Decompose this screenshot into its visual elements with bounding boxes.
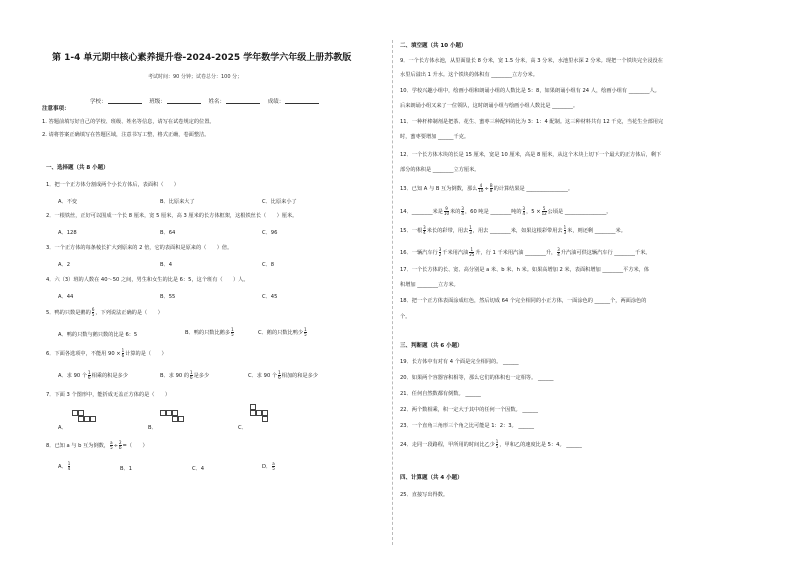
j21: 21．任何自然数都有倒数。 ______ [400, 391, 481, 397]
q5-text-a: 5．鸭的只数是鹅的 [46, 310, 91, 316]
cube-net-b-icon [160, 410, 190, 430]
q3-option-c[interactable]: C．8 [262, 262, 275, 268]
column-divider [392, 40, 393, 545]
j20: 20．如果两个容器容积相等，那么它们的体积也一定相等。 ______ [400, 375, 554, 381]
score-label: 成绩： [267, 99, 285, 105]
fraction-numerator: a [272, 461, 275, 466]
fraction-denominator: 6 [88, 375, 91, 380]
f11-line1: 11．一种杆棒制剂是把茶、花生、蜜枣三种配料的比为 3：1：4 配制。这三种材料共有 12 千克，当花生全部用完 [400, 119, 664, 125]
section-calc: 四、计算题（共 4 小题） [400, 475, 463, 481]
f15-fraction-1 [423, 226, 426, 235]
fraction-numerator: 3 [557, 247, 560, 252]
f15-fraction-3 [564, 226, 567, 235]
f16-fraction-2 [469, 248, 474, 257]
f15-text-c: ，用去 ________米，如果这根彩带用去 [472, 228, 563, 234]
f14-text-c: ，60 吨是 ________吨的 [464, 209, 522, 215]
name-blank[interactable] [226, 103, 260, 104]
j19: 19．长方体中有对有 4 个面是完全相同的。 ______ [400, 359, 519, 365]
f14 [400, 207, 612, 216]
f16-text-c: 升，行 1 千米用汽油 ________升， [475, 250, 557, 256]
f15-text-b: 米长的彩带，用去 [426, 228, 469, 234]
f16 [400, 248, 651, 257]
fraction-denominator: 4 [67, 466, 71, 471]
f14-text-d: ，5 × [526, 209, 541, 215]
fraction-denominator: 8 [489, 188, 493, 193]
cube-net-c-icon [250, 404, 280, 430]
f14-fraction-4 [542, 207, 547, 216]
q6-option-b-tail: 是多少 [193, 373, 210, 379]
f14-text-a: 14．________米是 [400, 209, 443, 215]
fraction-numerator: 3 [461, 206, 464, 211]
fraction-denominator: 2 [438, 252, 442, 257]
section-judge: 三、判断题（共 6 小题） [400, 343, 463, 349]
fraction-numerator: 1 [278, 370, 281, 375]
j22: 22．两个数相乘，积一定大于其中的任何一个因数。 ______ [400, 407, 538, 413]
q6-text-b: 计算的是（ ） [125, 351, 167, 357]
q6b-fraction [190, 371, 193, 380]
name-label: 姓名： [208, 99, 226, 105]
fraction-numerator: 1 [469, 225, 472, 230]
q8-option-d[interactable] [262, 462, 276, 471]
fraction-numerator: 1 [190, 370, 193, 375]
q5 [46, 308, 163, 317]
fraction-numerator: 1 [495, 439, 499, 444]
section-choice: 一、选择题（共 8 小题） [46, 165, 109, 171]
f16-text-b: 千米用汽油 [442, 250, 469, 256]
q8-option-a[interactable] [58, 462, 71, 471]
f10-line1: 10．学校兴趣小组中，绘画小组和朗诵小组的人数比是 5：8，如果朗诵小组有 24 人，绘画小组有 ________人。 [400, 88, 660, 94]
fraction-denominator: 5 [231, 332, 234, 337]
f18-line2: 个。 [400, 314, 411, 320]
f11-line2: 时，蜜枣要增加 ______千克。 [400, 134, 470, 140]
q1: 1．把一个正方体分割成两个小长方体后，表面积（ ） [46, 182, 179, 188]
q8-option-b[interactable]: B．1 [120, 466, 133, 472]
fraction-denominator: 4 [423, 230, 426, 235]
f16-fraction-3 [557, 248, 560, 257]
fraction-denominator: 6 [190, 375, 193, 380]
f17-line1: 17．一个长方体的长、宽、高分别是 a 米、b 米、h 米。如果高增加 2 米，表面积增加 ________平方米，体 [400, 267, 650, 273]
cube-net-a-icon [72, 410, 102, 430]
q1-option-b[interactable]: B．比原来大了 [160, 199, 195, 205]
fraction-denominator: b [118, 445, 122, 450]
q5-option-a[interactable]: A．鸭的只数与鹅只数的比是 6：5 [58, 332, 138, 338]
q6-option-c[interactable] [248, 371, 318, 380]
fraction-denominator: 5 [495, 444, 499, 449]
fraction-numerator: 4 [479, 183, 483, 188]
page-title: 第 1-4 单元期中核心素养提升卷-2024-2025 学年数学六年级上册苏教版 [52, 53, 352, 63]
f10-line2: 后来朗诵小组又来了一位领队，这时朗诵小组与绘画小组人数比是 ________。 [400, 103, 579, 109]
fraction-numerator: 1 [121, 348, 125, 353]
fraction-denominator: 4 [557, 252, 560, 257]
fraction-numerator: 3 [438, 247, 442, 252]
q6-option-a-text: A．求 90 个 [58, 373, 88, 379]
fraction-denominator: 6 [278, 375, 281, 380]
q2-option-c[interactable]: C．96 [262, 230, 278, 236]
q8-fraction-2 [119, 441, 122, 450]
f9-line1: 9．一个长方体水池，从里面量长 8 分米，宽 1.5 分米，高 3 分米，水池里水深 2 分米。现把一个铁块完全浸没在 [400, 58, 663, 64]
q8d-fraction [272, 462, 275, 471]
fraction-numerator: 1 [563, 225, 567, 230]
fraction-denominator: 6 [121, 353, 125, 358]
f14-fraction-3 [523, 207, 526, 216]
exam-subtitle: 考试时间：90 分钟；试卷总分：100 分； [148, 74, 243, 80]
q5-option-b[interactable] [185, 328, 235, 337]
f16-text-d: 升汽油可供这辆汽车行 ________千米。 [560, 250, 651, 256]
fraction-numerator: a [110, 440, 113, 445]
note-1: 1. 答题前填写好自己的学校、班级、姓名等信息，请写在试卷规定的位置。 [42, 119, 215, 125]
q5-text-b: ，下列说法正确的是（ ） [95, 310, 163, 316]
class-label: 班级： [149, 99, 166, 105]
fraction-numerator: 6 [91, 307, 95, 312]
f14-fraction-2 [461, 207, 464, 216]
q2-option-b[interactable]: B．64 [160, 230, 176, 236]
f13-text-a: 13．已知 A 与 B 互为倒数，那么 [400, 186, 478, 192]
fraction-numerator: 1 [88, 370, 91, 375]
fraction-denominator: 5 [272, 466, 275, 471]
fraction-denominator: 4 [461, 211, 464, 216]
f15-fraction-2 [469, 226, 472, 235]
section-fill: 二、填空题（共 10 小题） [400, 43, 467, 49]
j24-fraction [496, 440, 499, 449]
fraction-denominator: 12 [541, 211, 547, 216]
f9-line2: 水里后溢出 1 升水。这个铁块的体积有 ________立方分米。 [400, 72, 538, 78]
q8-option-c[interactable]: C．4 [192, 466, 205, 472]
q4: 4．六（3）班的人数在 40～50 之间，男生和女生的比是 6：5，这个班有（ ）人。 [46, 277, 249, 283]
q6-fraction [122, 349, 125, 358]
class-blank[interactable] [167, 103, 201, 104]
notes-heading: 注意事项： [42, 106, 70, 112]
q6a-fraction [88, 371, 91, 380]
q2: 2．一根铁丝，正好可以围成一个长 8 厘米，宽 5 厘米，高 3 厘米的长方体框架，这根铁丝长（ ）厘米。 [46, 213, 298, 219]
fraction-denominator: 5 [110, 445, 113, 450]
fraction-denominator: 10 [443, 211, 450, 216]
q8-option-d-text: D． [262, 464, 272, 470]
score-blank[interactable] [285, 103, 319, 104]
j23: 23．一个直角三角形三个角之比可能是 1：2：3。 ______ [400, 423, 534, 429]
school-blank[interactable] [108, 103, 142, 104]
q3-option-a[interactable]: A．2 [58, 262, 71, 268]
q7-option-a[interactable]: A． [58, 425, 67, 431]
fraction-denominator: 3 [563, 230, 567, 235]
fraction-numerator: 9 [445, 206, 448, 211]
fraction-denominator: 4 [522, 211, 526, 216]
f12-line2: 部分的体积是 ________立方厘米。 [400, 167, 480, 173]
q3-option-b[interactable]: B．4 [160, 262, 173, 268]
f17-line2: 积增加 ________立方米。 [400, 282, 459, 288]
fraction-numerator: 1 [67, 461, 71, 466]
fraction-numerator: 1 [470, 247, 474, 252]
q6c-fraction [278, 371, 281, 380]
f13-fraction-1 [478, 184, 483, 193]
q6 [46, 349, 167, 358]
q7: 7．下面 3 个图形中，能折成无盖正方体的是（ ） [46, 392, 171, 398]
fraction-denominator: 10 [478, 188, 484, 193]
f18-line1: 18．把一个正方体表面涂成红色，然后切成 64 个完全相同的小正方体，一面涂色的 ______个，两面涂色的 [400, 298, 647, 304]
fraction-denominator: 5 [304, 332, 307, 337]
f14-text-e: 公顷是 ________________。 [547, 209, 612, 215]
school-label: 学校： [90, 99, 107, 105]
q5-option-c-text: C．鹅的只数比鸭少 [258, 330, 304, 336]
f16-fraction-1 [439, 248, 442, 257]
q5-fraction [92, 308, 95, 317]
q5-option-b-text: B．鸭的只数比鹅多 [185, 330, 231, 336]
q6-text-a: 6．下面各选项中，不能用 90 × [46, 351, 121, 357]
f14-fraction-1 [444, 207, 449, 216]
q6-option-b[interactable] [160, 371, 209, 380]
f16-text-a: 16．一辆汽车行 [400, 250, 438, 256]
c25: 25．直接写出得数。 [400, 492, 449, 498]
q1-option-c[interactable]: C．比原来小了 [262, 199, 297, 205]
j24-text-a: 24．走同一段路程，甲所用的时间比乙少 [400, 442, 495, 448]
q7-option-c[interactable]: C． [238, 425, 247, 431]
f15-text-a: 15．一根 [400, 228, 423, 234]
f13-text-b: 的计算结果是 ________________。 [493, 186, 574, 192]
fraction-numerator: 3 [522, 206, 526, 211]
q6-option-c-tail: 相加的和是多少 [281, 373, 318, 379]
q2-option-a[interactable]: A．128 [58, 230, 77, 236]
q5b-fraction [231, 328, 234, 337]
fraction-numerator: B [489, 183, 493, 188]
q8-text-a: 8．已知 a 与 b 互为倒数， [46, 443, 110, 449]
f15-text-d: 米，则还剩 ________米。 [567, 228, 626, 234]
j24-text-b: ，甲和乙的速度比是 5：4。 ______ [499, 442, 582, 448]
q8a-fraction [68, 462, 71, 471]
student-info-row [90, 97, 325, 105]
f12-line1: 12．一个长方体木块的长是 15 厘米，宽是 10 厘米，高是 8 厘米，从这个木块上切下一个最大的正方体后，剩下 [400, 152, 662, 158]
q8-option-a-text: A． [58, 464, 67, 470]
fraction-numerator: 5 [542, 206, 546, 211]
fraction-denominator: 5 [91, 312, 95, 317]
q8: 8．已知 a 与 b 互为倒数， $\frac{a}{5}$ ÷ $\frac{2}{b}$ =（ ） [46, 440, 148, 450]
q6-option-c-text: C．求 90 个 [248, 373, 278, 379]
fraction-numerator: 3 [423, 225, 426, 230]
q5-option-c[interactable] [258, 328, 308, 337]
f13-fraction-2 [490, 184, 493, 193]
q8-text-b: （ ） [126, 443, 148, 449]
f15 [400, 226, 626, 235]
q1-option-a[interactable]: A．不变 [58, 199, 78, 205]
q7-option-b[interactable]: B． [148, 425, 157, 431]
fraction-numerator: 2 [118, 440, 122, 445]
fraction-denominator: 3 [469, 230, 472, 235]
q6-option-a[interactable] [58, 371, 128, 380]
q4-option-b[interactable]: B．55 [160, 294, 176, 300]
q8-fraction-1 [110, 441, 113, 450]
q4-option-a[interactable]: A．44 [58, 294, 74, 300]
q4-option-c[interactable]: C．45 [262, 294, 278, 300]
q6-option-b-text: B．求 90 的 [160, 373, 190, 379]
j24 [400, 440, 582, 449]
fraction-numerator: 1 [231, 327, 234, 332]
fraction-denominator: 25 [469, 252, 475, 257]
q3: 3．一个正方体的每条棱长扩大到原来的 2 倍，它的表面积是原来的（ ）倍。 [46, 245, 233, 251]
note-2: 2. 请将答案正确填写在答题区域，注意书写工整，格式正确，卷面整洁。 [42, 132, 210, 138]
f13: 13．已知 A 与 B 互为倒数，那么 $\frac{4}{10}$ ÷ $\frac{B}{8}$ 的计算结果是 ________________。 [400, 183, 574, 193]
fraction-numerator: 1 [304, 327, 307, 332]
q6-option-a-tail: 相乘的积是多少 [91, 373, 128, 379]
f14-text-b: 米的 [450, 209, 461, 215]
q5c-fraction [304, 328, 307, 337]
